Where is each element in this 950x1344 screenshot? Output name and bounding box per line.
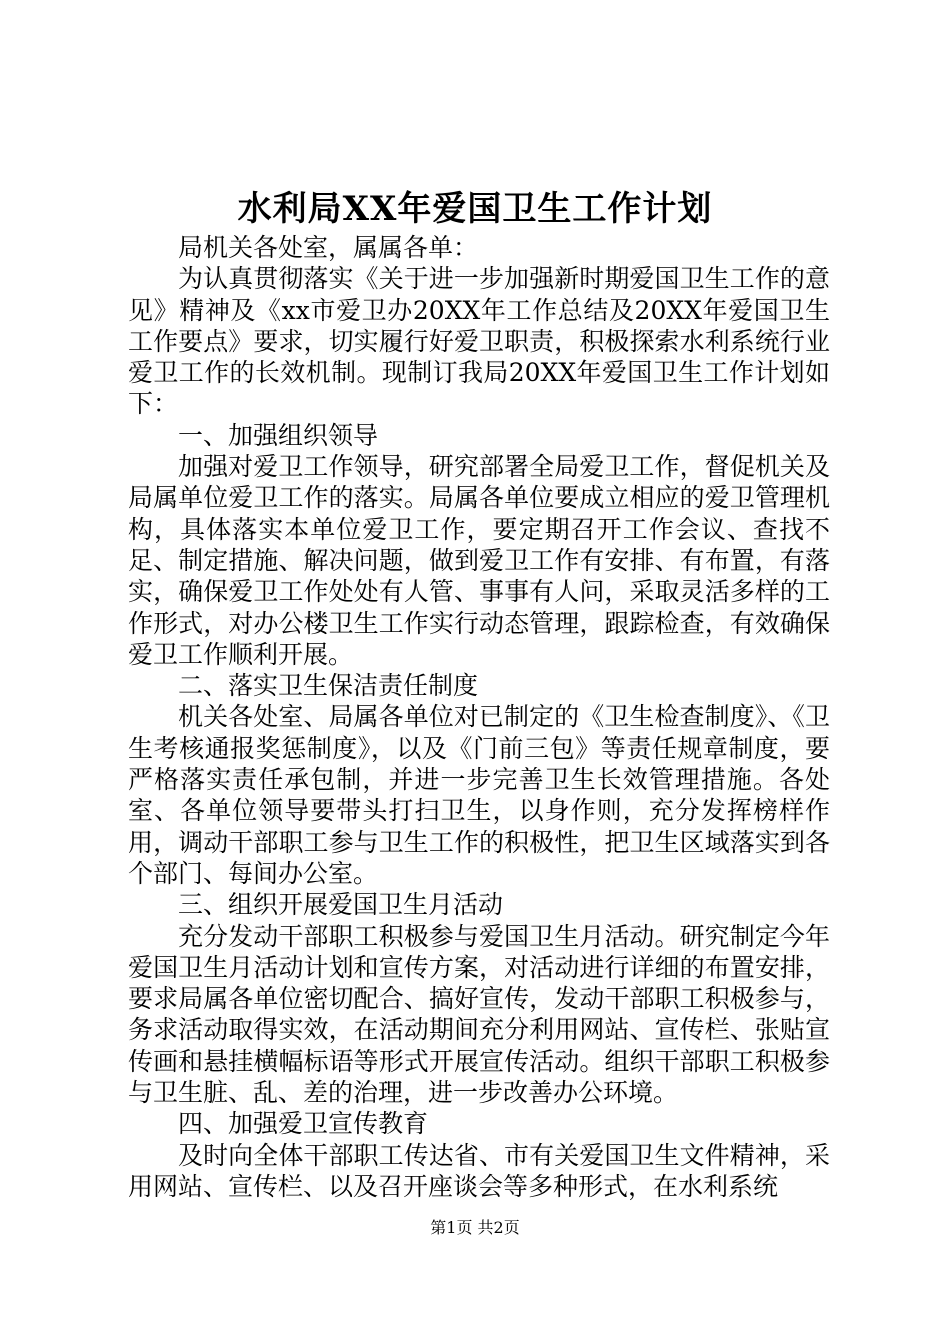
section-heading-1: 一、加强组织领导	[178, 420, 379, 450]
section-body-3: 充分发动干部职工积极参与爱国卫生月活动。研究制定今年爱国卫生月活动计划和宣传方案，对活动进行详细的布置安排，要求局属各单位密切配合、搞好宣传，发动干部职工积极参与，务求活动取得实效，在活动期间充分利用网站、宣传栏、张贴宣传画和悬挂横幅标语等形式开展宣传活动。组织干部职工积极参与卫生脏、乱、差的治理，进一步改善办公环境。	[128, 921, 830, 1108]
intro-paragraph: 为认真贯彻落实《关于进一步加强新时期爱国卫生工作的意见》精神及《xx市爱卫办20XX年工作总结及20XX年爱国卫生工作要点》要求，切实履行好爱卫职责，积极探索水利系统行业爱卫工作的长效机制。现制订我局20XX年爱国卫生工作计划如下：	[128, 264, 830, 419]
section-heading-4: 四、加强爱卫宣传教育	[178, 1109, 429, 1139]
section-body-1: 加强对爱卫工作领导，研究部署全局爱卫工作，督促机关及局属单位爱卫工作的落实。局属各单位要成立相应的爱卫管理机构，具体落实本单位爱卫工作，要定期召开工作会议、查找不足、制定措施、解决问题，做到爱卫工作有安排、有布置，有落实，确保爱卫工作处处有人管、事事有人问，采取灵活多样的工作形式，对办公楼卫生工作实行动态管理，跟踪检查，有效确保爱卫工作顺利开展。	[128, 452, 830, 669]
section-heading-2: 二、落实卫生保洁责任制度	[178, 671, 479, 701]
document-title: 水利局XX年爱国卫生工作计划	[237, 189, 713, 229]
section-body-4: 及时向全体干部职工传达省、市有关爱国卫生文件精神，采用网站、宣传栏、以及召开座谈会等多种形式，在水利系统	[128, 1140, 830, 1201]
page-number: 第1页 共2页	[430, 1218, 520, 1237]
salutation: 局机关各处室，属属各单：	[178, 233, 479, 262]
section-body-2: 机关各处室、局属各单位对已制定的《卫生检查制度》、《卫生考核通报奖惩制度》，以及《门前三包》等责任规章制度，要严格落实责任承包制，并进一步完善卫生长效管理措施。各处室、各单位领导要带头打扫卫生，以身作则，充分发挥榜样作用，调动干部职工参与卫生工作的积极性，把卫生区域落实到各个部门、每间办公室。	[128, 702, 830, 888]
document-body	[128, 232, 830, 1202]
page-footer	[0, 1216, 950, 1240]
section-heading-3: 三、组织开展爱国卫生月活动	[178, 890, 504, 920]
